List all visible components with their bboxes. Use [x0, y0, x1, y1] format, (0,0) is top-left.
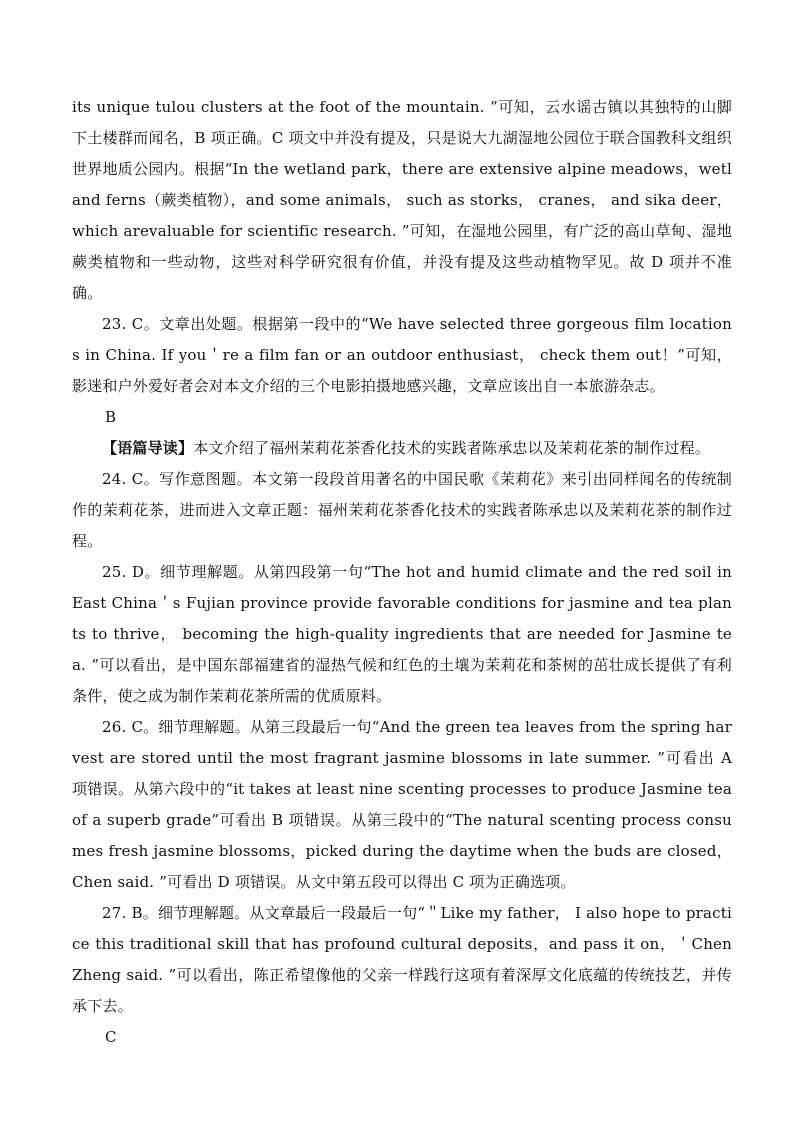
passage-guide-b	[72, 433, 732, 464]
answer-25-explanation: 25. D。细节理解题。从第四段第一句“The hot and humid climate and the red soil in East China＇s Fujian province provide favorable conditions for jasmine and tea plants to thrive， becoming the high-quality ingredients that are needed for Jasmine tea. ”可以看出，是中国东部福建省的湿热气候和红色的土壤为茉莉花和茶树的茁壮成长提供了有利条件，使之成为制作茉莉花茶所需的优质原料。	[72, 563, 732, 705]
answer-27-explanation: 27. B。细节理解题。从文章最后一段最后一句“＂Like my father， I also hope to practice this traditional skill that has profound cultural deposits，and pass it on，＇Chen Zheng said. ”可以看出，陈正希望像他的父亲一样践行这项有着深厚文化底蕴的传统技艺，并传承下去。	[72, 904, 732, 1015]
answer-23-explanation: 23. C。文章出处题。根据第一段中的“We have selected three gorgeous film locations in China. If you＇re a film fan or an outdoor enthusiast， check them out！”可知，影迷和户外爱好者会对本文介绍的三个电影拍摄地感兴趣，文章应该出自一本旅游杂志。	[72, 315, 732, 395]
answer-explanation-page	[72, 92, 732, 1053]
passage-guide-text: 本文介绍了福州茉莉花茶香化技术的实践者陈承忠以及茉莉花茶的制作过程。	[193, 439, 711, 457]
answer-26-explanation: 26. C。细节理解题。从第三段最后一句“And the green tea leaves from the spring harvest are stored until the most fragrant jasmine blossoms in late summer. ”可看出 A 项错误。从第六段中的“it takes at least nine scenting processes to produce Jasmine tea of a superb grade”可看出 B 项错误。从第三段中的“The natural scenting process consumes fresh jasmine blossoms，picked during the daytime when the buds are closed，Chen said. ”可看出 D 项错误。从文中第五段可以得出 C 项为正确选项。	[72, 718, 732, 891]
answer-24-explanation: 24. C。写作意图题。本文第一段段首用著名的中国民歌《茉莉花》来引出同样闻名的传统制作的茉莉花茶，进而进入文章正题：福州茉莉花茶香化技术的实践者陈承忠以及茉莉花茶的制作过程。	[72, 470, 732, 550]
passage-guide-label: 【语篇导读】	[102, 439, 194, 457]
section-letter-c: C	[105, 1028, 117, 1046]
section-letter-b: B	[105, 408, 117, 426]
paragraph-intro-continuation: its unique tulou clusters at the foot of the mountain. ”可知，云水谣古镇以其独特的山脚下土楼群而闻名，B 项正确。C 项文中并没有提及，只是说大九湖湿地公园位于联合国教科文组织世界地质公园内。根据“In the wetland park，there are extensive alpine meadows，wetland ferns（蕨类植物），and some animals， such as storks， cranes， and sika deer， which arevaluable for scientific research. ”可知，在湿地公园里，有广泛的高山草甸、湿地蕨类植物和一些动物，这些对科学研究很有价值，并没有提及这些动植物罕见。故 D 项并不准确。	[72, 98, 733, 302]
